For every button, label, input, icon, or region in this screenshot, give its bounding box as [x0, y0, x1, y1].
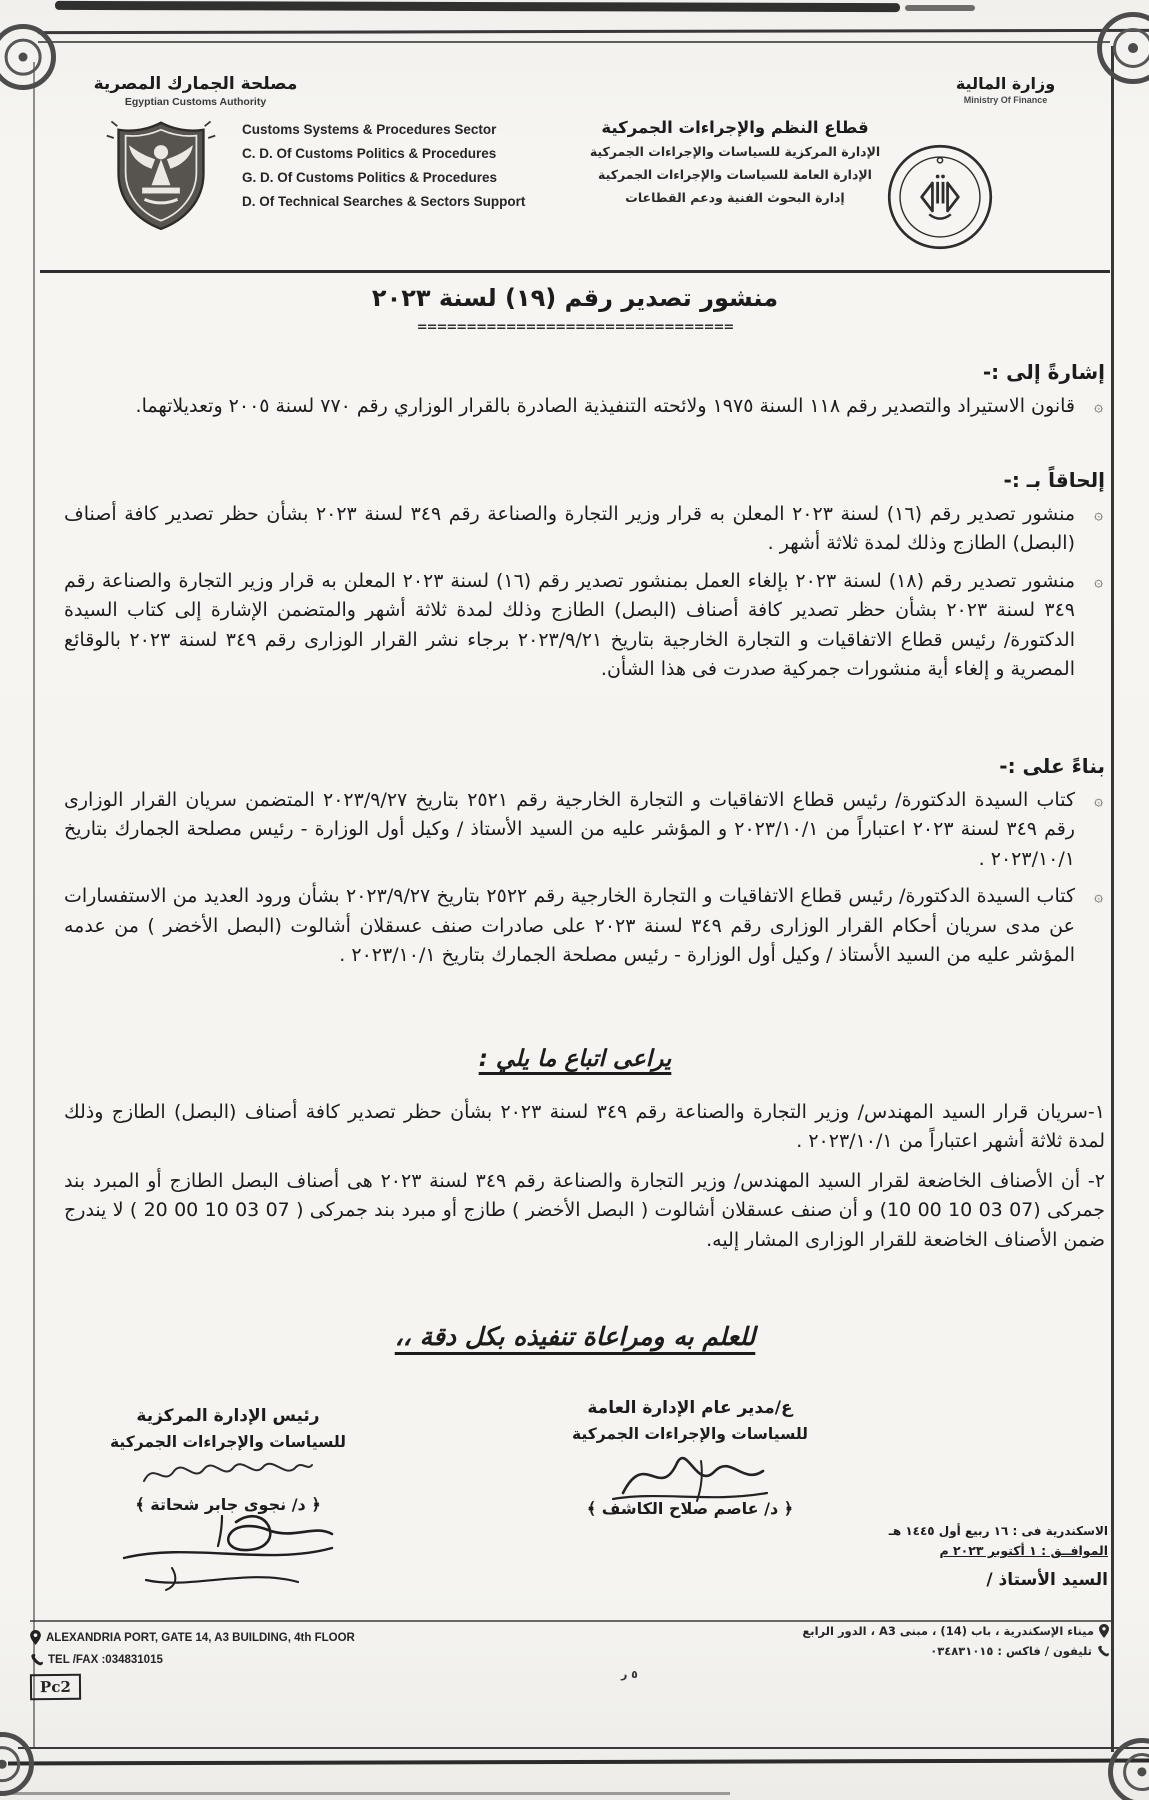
star-bullet-icon: ۞	[1094, 791, 1103, 809]
frame-top-line-1	[38, 29, 1149, 34]
signatory-name: ﴿ د/ عاصم صلاح الكاشف ﴾	[586, 1499, 794, 1518]
customs-authority-block	[78, 74, 313, 108]
ministry-of-finance-logo	[886, 143, 994, 251]
sector-block-ar	[585, 118, 885, 213]
signature-block-central-director	[92, 1406, 364, 1592]
frame-top-line-2	[38, 41, 1110, 43]
scan-top-smudge-2	[905, 5, 975, 11]
sector-block-en	[242, 122, 602, 218]
date-block	[856, 1524, 1108, 1590]
ministry-name-en: Ministry Of Finance	[963, 95, 1048, 105]
location-pin-icon	[1099, 1624, 1109, 1638]
ministry-block	[928, 74, 1083, 105]
footer-address-en-text: ALEXANDRIA PORT, GATE 14, A3 BUILDING, 4th FLOOR	[46, 1631, 355, 1644]
footer-address-ar	[615, 1624, 1109, 1681]
signatory-name: ﴿ د/ نجوى جابر شحاتة ﴾	[135, 1495, 321, 1514]
sector-ar-line: الإدارة المركزية للسياسات والإجراءات الجمركية	[589, 144, 881, 159]
frame-right-line	[1111, 46, 1114, 1752]
addressee-line: السيد الأستاذ /	[986, 1570, 1108, 1590]
section-reference	[64, 360, 1105, 429]
list-item: ۞ كتاب السيدة الدكتورة/ رئيس قطاع الاتفاقيات و التجارة الخارجية رقم ٢٥٢١ بتاريخ ٢٠٢٣/٩/٢٧ المتضمن سريان القرار الوزارى رقم ٣٤٩ لسنة ٢٠٢٣ اعتباراً من ٢٠٢٣/١٠/١ و المؤشر عليه من السيد الأستاذ / وكيل أول الوزارة - رئيس مصلحة الجمارك بتاريخ ٢٠٢٣/١٠/١ .	[64, 789, 1103, 870]
star-bullet-icon: ۞	[1094, 505, 1103, 523]
binder-ring-top-right	[1097, 12, 1149, 84]
frame-bottom-line-2	[8, 1759, 1149, 1766]
signatory-title: ع/مدير عام الإدارة العامة	[587, 1398, 793, 1418]
page-title: منشور تصدير رقم (١٩) لسنة ٢٠٢٣	[371, 284, 779, 312]
binder-ring-bottom-left	[0, 1732, 34, 1796]
star-bullet-icon: ۞	[1094, 887, 1103, 906]
page-code-stamp: Pc2	[30, 1674, 81, 1700]
section-heading: بناءً على :-	[999, 754, 1105, 778]
section-heading: إشارةً إلى :-	[982, 360, 1105, 384]
footer-address-ar-text: ميناء الإسكندرية ، باب (14) ، مبنى A3 ، الدور الرابع	[802, 1624, 1094, 1638]
list-item: ۞ منشور تصدير رقم (١٨) لسنة ٢٠٢٣ بإلغاء العمل بمنشور تصدير رقم (١٦) لسنة ٢٠٢٣ المعلن به قرار وزير التجارة والصناعة رقم ٣٤٩ لسنة ٢٠٢٣ بشأن حظر تصدير كافة أصناف (البصل) الطازج وذلك لمدة ثلاثة أشهر والمتضمن الإشارة إلى كتاب السيدة الدكتورة/ رئيس قطاع الاتفاقيات و التجارة الخارجية بتاريخ ٢٠٢٣/٩/٢١ برجاء نشر القرار الوزارى رقم ٣٤٩ لسنة ٢٠٢٣ بالوقائع المصرية و إلغاء أية منشورات جمركية صدرت فى هذا الشأن.	[64, 569, 1103, 681]
sector-en-line: C. D. Of Customs Politics & Procedures	[242, 146, 497, 161]
star-bullet-icon: ۞	[1094, 571, 1103, 590]
section-annex	[64, 468, 1105, 693]
frame-left-line	[33, 62, 35, 1748]
scan-top-smudge	[55, 1, 900, 12]
star-bullet-icon: ۞	[1094, 397, 1103, 415]
sector-en-line: Customs Systems & Procedures Sector	[242, 122, 497, 137]
handwritten-signature	[138, 1455, 318, 1493]
signature-block-general-director	[555, 1398, 825, 1518]
frame-bottom-line-1	[18, 1747, 1149, 1749]
section-instructions	[64, 1098, 1105, 1265]
customs-authority-name-en: Egyptian Customs Authority	[124, 96, 267, 108]
instructions-heading: يراعى اتباع ما يلي :	[478, 1046, 672, 1072]
header-divider-rule	[40, 270, 1110, 273]
signatory-title: رئيس الإدارة المركزية	[136, 1406, 320, 1426]
closing-statement: للعلم به ومراعاة تنفيذه بكل دقة ،،	[394, 1322, 756, 1351]
list-item: ۞ كتاب السيدة الدكتورة/ رئيس قطاع الاتفاقيات و التجارة الخارجية رقم ٢٥٢٢ بتاريخ ٢٠٢٣/٩/٢٧ بشأن ورود العديد من الاستفسارات عن مدى سريان أحكام القرار الوزارى رقم ٣٤٩ لسنة ٢٠٢٣ على صادرات صنف عسقلان أشالوت (البصل الأخضر ) من عدمه المؤشر عليه من السيد الأستاذ / وكيل أول الوزارة - رئيس مصلحة الجمارك بتاريخ ٢٠٢٣/١٠/١ .	[64, 885, 1103, 967]
signature-scribble	[118, 1508, 338, 1592]
reviewer-initials: ٥ ر	[621, 1668, 638, 1681]
signatory-title: للسياسات والإجراءات الجمركية	[109, 1433, 346, 1451]
signature-scribble	[605, 1441, 775, 1507]
sector-en-line: D. Of Technical Searches & Sectors Support	[242, 194, 526, 209]
title-underline-separator: ================================	[416, 320, 734, 335]
customs-authority-emblem	[102, 112, 220, 236]
ministry-name-ar: وزارة المالية	[955, 74, 1056, 93]
customs-authority-name-ar: مصلحة الجمارك المصرية	[93, 74, 298, 94]
instruction-item: ٢- أن الأصناف الخاضعة لقرار السيد المهندس/ وزير التجارة والصناعة رقم ٣٤٩ لسنة ٢٠٢٣ هى أصناف البصل الطازج أو المبرد بند جمركى (07 03 10 00 10) و أن صنف عسقلان أشالوت ( البصل الأخضر ) طازج أو مبرد بند جمركى ( 07 03 10 00 20 ) لا يندرج ضمن الأصناف الخاضعة للقرار الوزارى المشار إليه.	[64, 1169, 1106, 1251]
footer-address-en	[30, 1630, 520, 1700]
scan-bottom-edge	[0, 1792, 730, 1795]
sector-ar-line: إدارة البحوث الفنية ودعم القطاعات	[625, 190, 845, 205]
sector-ar-line: الإدارة العامة للسياسات والإجراءات الجمركية	[598, 167, 872, 182]
phone-icon	[1097, 1645, 1109, 1657]
hijri-date: الاسكندرية فى : ١٦ ربيع أول ١٤٤٥ هـ	[888, 1524, 1108, 1538]
location-pin-icon	[30, 1630, 41, 1645]
sector-ar-line: قطاع النظم والإجراءات الجمركية	[601, 118, 869, 137]
list-item: ۞ منشور تصدير رقم (١٦) لسنة ٢٠٢٣ المعلن به قرار وزير التجارة والصناعة رقم ٣٤٩ لسنة ٢٠٢٣ بشأن حظر تصدير كافة أصناف (البصل) الطازج وذلك لمدة ثلاثة أشهر .	[64, 503, 1103, 555]
footer-telfax-en-text: TEL /FAX :034831015	[48, 1653, 163, 1666]
section-heading: إلحاقاً بـ :-	[1003, 468, 1105, 492]
sector-en-line: G. D. Of Customs Politics & Procedures	[242, 170, 498, 185]
gregorian-date: الموافــق : ١ أكتوبر ٢٠٢٣ م	[939, 1543, 1108, 1558]
section-basis	[64, 754, 1105, 979]
instruction-item: ١-سريان قرار السيد المهندس/ وزير التجارة والصناعة رقم ٣٤٩ لسنة ٢٠٢٣ بشأن حظر تصدير كافة أصناف (البصل) الطازج وذلك لمدة ثلاثة أشهر اعتباراً من ٢٠٢٣/١٠/١ .	[64, 1101, 1105, 1153]
phone-icon	[30, 1653, 43, 1666]
list-item: ۞ قانون الاستيراد والتصدير رقم ١١٨ السنة ١٩٧٥ ولائحته التنفيذية الصادرة بالقرار الوزاري رقم ٧٧٠ لسنة ٢٠٠٥ وتعديلاتهما.	[135, 395, 1103, 417]
footer-divider-rule	[30, 1620, 1112, 1622]
footer-telfax-ar-text: تليفون / فاكس : ٠٣٤٨٣١٠١٥	[930, 1644, 1092, 1658]
signatory-title: للسياسات والإجراءات الجمركية	[571, 1425, 808, 1443]
